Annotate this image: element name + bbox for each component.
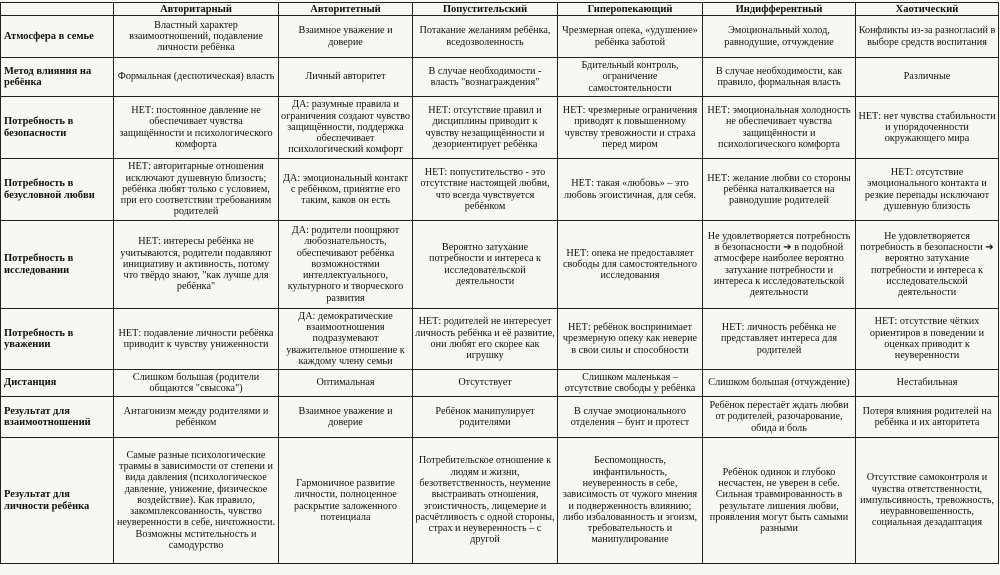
table-cell: НЕТ: попустительство - это отсутствие настоящей любви, что всегда чувствуется ребёнком [413,159,558,221]
table-cell: Потребительское отношение к людям и жизни, безответственность, неумение выстраивать отношения, эгоистичность, лицемерие и расчётливость с одной стороны, страх и неуверенность – с другой [413,438,558,564]
table-cell: В случае необходимости - власть "вознаграждения" [413,58,558,97]
row-header: Потребность в безусловной любви [1,159,114,221]
table-cell: Эмоциональный холод, равнодушие, отчуждение [703,16,856,58]
table-cell: НЕТ: эмоциональная холодность не обеспечивает чувства защищённости и психологического комфорта [703,97,856,159]
row-header: Результат для взаимоотношений [1,397,114,438]
table-row-personality-result [1,438,999,564]
table-cell: Слишком большая (отчуждение) [703,370,856,397]
table-cell: Властный характер взаимоотношений, подавление личности ребёнка [114,16,279,58]
table-cell: Отсутствие самоконтроля и чувства ответственности, импульсивность, тревожность, неуравновешенность, социальная дезадаптация [856,438,999,564]
table-cell: Слишком большая (родители общаются "свысока") [114,370,279,397]
table-cell: ДА: демократические взаимоотношения подразумевают уважительное отношение к каждому члену семьи [279,309,413,370]
column-header-overprotective: Гиперопекающий [558,3,703,16]
table-cell: Личный авторитет [279,58,413,97]
table-cell: НЕТ: интересы ребёнка не учитываются, родители подавляют инициативу и активность, потому что твёрдо знают, "как лучше для ребёнка" [114,221,279,309]
table-cell: НЕТ: отсутствие чётких ориентиров в поведении и оценках приводит к неуверенности [856,309,999,370]
column-header-authoritative: Авторитетный [279,3,413,16]
table-cell: Гармоничное развитие личности, полноценное раскрытие заложенного потенциала [279,438,413,564]
column-header-authoritarian: Авторитарный [114,3,279,16]
table-cell: Отсутствует [413,370,558,397]
row-header: Результат для личности ребёнка [1,438,114,564]
table-cell: Потакание желаниям ребёнка, вседозволенность [413,16,558,58]
table-row-exploration-need [1,221,999,309]
table-cell: Самые разные психологические травмы в зависимости от степени и вида давления (психологическое давление, унижение, физическое воздействие). Как правило, закомплексованность, чувство неуверенности в себе, ничтожности. Возможны мстительность и самодурство [114,438,279,564]
table-cell: В случае необходимости, как правило, формальная власть [703,58,856,97]
table-row-safety-need [1,97,999,159]
table-row-atmosphere [1,16,999,58]
parenting-styles-table [0,2,999,564]
table-cell: НЕТ: ребёнок воспринимает чрезмерную опеку как неверие в свои силы и способности [558,309,703,370]
table-cell: В случае эмоционального отделения – бунт и протест [558,397,703,438]
table-cell: Нестабильная [856,370,999,397]
column-header-indifferent: Индифферентный [703,3,856,16]
table-cell: Вероятно затухание потребности и интереса к исследовательской деятельности [413,221,558,309]
table-cell: НЕТ: такая «любовь» – это любовь эгоистичная, для себя. [558,159,703,221]
row-header: Метод влияния на ребёнка [1,58,114,97]
table-row-distance [1,370,999,397]
table-row-influence-method [1,58,999,97]
table-cell: Конфликты из-за разногласий в выборе средств воспитания [856,16,999,58]
table-cell: НЕТ: отсутствие правил и дисциплины приводит к чувству незащищённости и дезориентирует ребёнка [413,97,558,159]
column-header-chaotic: Хаотический [856,3,999,16]
table-cell: Слишком маленькая – отсутствие свободы у ребёнка [558,370,703,397]
table-cell: ДА: разумные правила и ограничения создают чувство защищённости, поддержка обеспечивает психологический комфорт [279,97,413,159]
table-cell: Антагонизм между родителями и ребёнком [114,397,279,438]
table-row-respect-need [1,309,999,370]
corner-cell [1,3,114,16]
table-cell: Оптимальная [279,370,413,397]
table-cell: НЕТ: родителей не интересует личность ребёнка и её развитие, они любят его скорее как игрушку [413,309,558,370]
table-cell: Не удовлетворяется потребность в безопасности ➔ в подобной атмосфере наиболее вероятно затухание потребности и интереса к исследовательской деятельности [703,221,856,309]
table-row-relationship-result [1,397,999,438]
header-row [1,3,999,16]
row-header: Потребность в исследовании [1,221,114,309]
table-cell: НЕТ: желание любви со стороны ребёнка наталкивается на равнодушие родителей [703,159,856,221]
table-cell: Ребёнок манипулирует родителями [413,397,558,438]
table-cell: НЕТ: отсутствие эмоционального контакта и резкие перепады исключают душевную близость [856,159,999,221]
table-cell: НЕТ: чрезмерные ограничения приводят к повышенному чувству тревожности и страха перед миром [558,97,703,159]
table-cell: Беспомощность, инфантильность, неуверенность в себе, зависимость от чужого мнения и подверженность влиянию; либо избалованность и эгоизм, требовательность и манипулирование [558,438,703,564]
table-cell: НЕТ: подавление личности ребёнка приводит к чувству униженности [114,309,279,370]
row-header: Дистанция [1,370,114,397]
table-cell: НЕТ: постоянное давление не обеспечивает чувства защищённости и психологического комфорта [114,97,279,159]
table-cell: НЕТ: авторитарные отношения исключают душевную близость; ребёнка любят только с условием, при его соответствии требованиям родителей [114,159,279,221]
table-cell: Формальная (деспотическая) власть [114,58,279,97]
table-cell: Потеря влияния родителей на ребёнка и их авторитета [856,397,999,438]
table-cell: ДА: эмоциональный контакт с ребёнком, принятие его таким, каков он есть [279,159,413,221]
table-cell: Не удовлетворяется потребность в безопасности ➔ вероятно затухание потребности и интереса к исследовательской деятельности [856,221,999,309]
row-header: Потребность в безопасности [1,97,114,159]
table-cell: НЕТ: нет чувства стабильности и упорядоченности окружающего мира [856,97,999,159]
table-cell: Взаимное уважение и доверие [279,16,413,58]
table-cell: Различные [856,58,999,97]
row-header: Атмосфера в семье [1,16,114,58]
column-header-permissive: Попустительский [413,3,558,16]
table-row-love-need [1,159,999,221]
table-cell: Чрезмерная опека, «удушение» ребёнка заботой [558,16,703,58]
table-cell: НЕТ: опека не предоставляет свободы для самостоятельного исследования [558,221,703,309]
table-cell: НЕТ: личность ребёнка не представляет интереса для родителей [703,309,856,370]
table-cell: Ребёнок одинок и глубоко несчастен, не уверен в себе. Сильная травмированность в результате лишения любви, проявления могут быть самыми разными [703,438,856,564]
table-cell: Взаимное уважение и доверие [279,397,413,438]
row-header: Потребность в уважении [1,309,114,370]
table-cell: Бдительный контроль, ограничение самостоятельности [558,58,703,97]
table-cell: Ребёнок перестаёт ждать любви от родителей, разочарование, обида и боль [703,397,856,438]
table-cell: ДА: родители поощряют любознательность, обеспечивают ребёнка возможностями интеллектуального, культурного и творческого развития [279,221,413,309]
